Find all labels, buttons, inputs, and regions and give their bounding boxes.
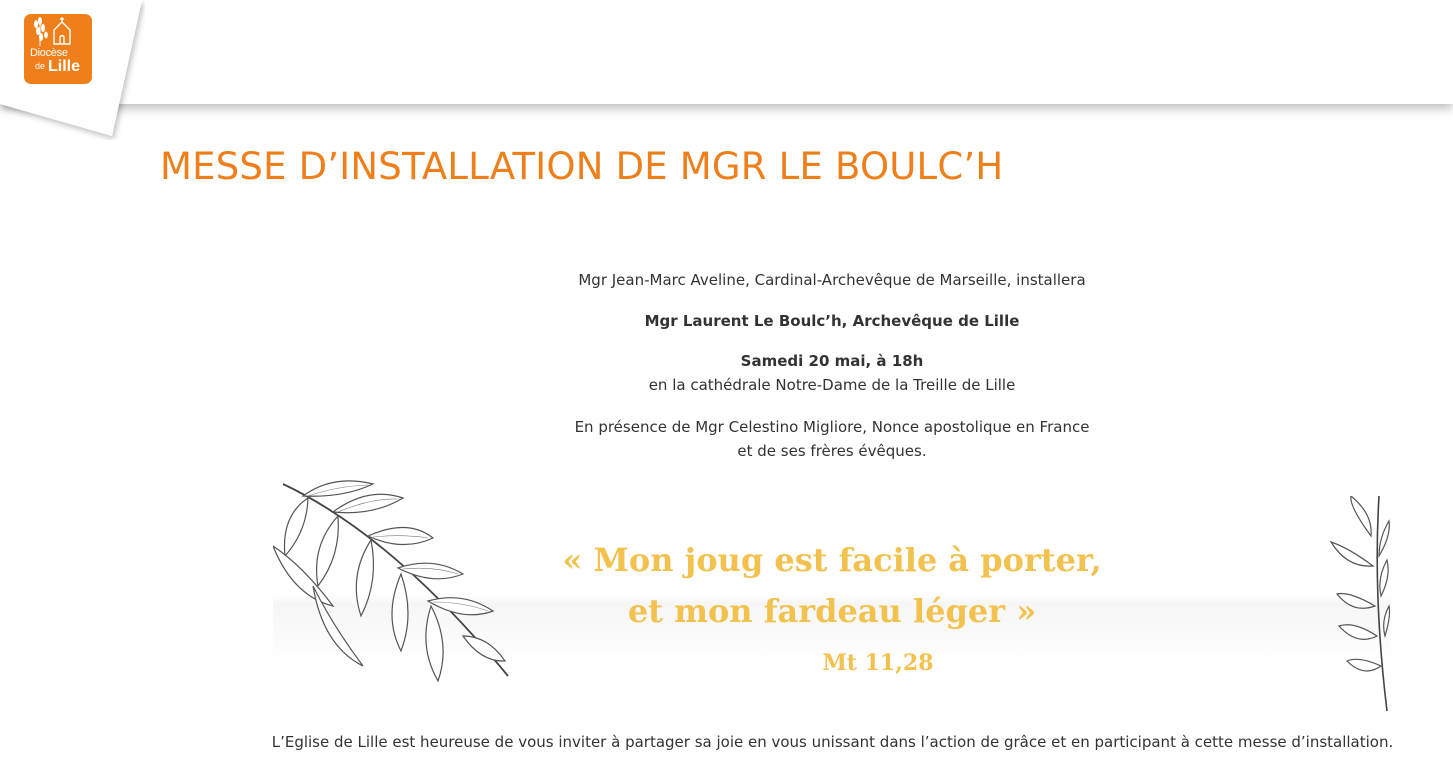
intro-line: Mgr Jean-Marc Aveline, Cardinal-Archevêque de Marseille, installera	[578, 271, 1086, 289]
event-date-time: Samedi 20 mai, à 18h	[740, 352, 924, 370]
logo-text-lille: Lille	[48, 58, 81, 75]
event-location: en la cathédrale Notre-Dame de la Treille de Lille	[648, 376, 1016, 394]
logo-text-diocese: Diocèse	[30, 47, 68, 59]
event-details	[482, 349, 1182, 397]
page-title: MESSE D’INSTALLATION DE MGR LE BOULC’H	[160, 145, 1004, 188]
verse-reference: Mt 11,28	[822, 650, 934, 676]
installee-name: Mgr Laurent Le Boulc’h, Archevêque de Lille	[644, 312, 1020, 330]
verse-line-1: « Mon joug est facile à porter,	[562, 541, 1102, 579]
presence-text	[482, 415, 1182, 463]
olive-sprig-icon	[1309, 496, 1391, 712]
presence-line-1: En présence de Mgr Celestino Migliore, Nonce apostolique en France	[574, 418, 1090, 436]
invitation-text: L’Eglise de Lille est heureuse de vous inviter à partager sa joie en vous unissant dans l’action de grâce et en participant à cette messe d’installation.	[271, 733, 1394, 751]
verse-line-2: et mon fardeau léger »	[627, 592, 1037, 630]
site-logo[interactable]	[24, 14, 92, 84]
presence-line-2: et de ses frères évêques.	[737, 442, 927, 460]
verse-banner	[273, 476, 1391, 716]
site-header	[0, 0, 1453, 104]
logo-text-de: de	[35, 61, 46, 71]
